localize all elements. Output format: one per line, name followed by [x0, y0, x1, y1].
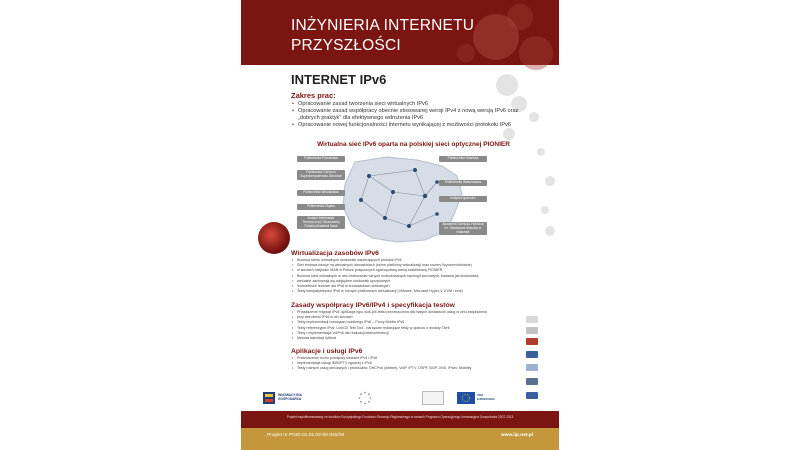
poster	[241, 0, 559, 450]
aplikacje-list	[291, 356, 536, 372]
innowacyjna-gospodarka-logo	[263, 388, 325, 408]
stars-emblem	[351, 388, 379, 408]
aplikacje-title: Aplikacje i usługi IPv6	[291, 348, 363, 355]
header-banner	[241, 0, 559, 65]
project-footer	[241, 428, 559, 450]
header-title	[291, 16, 474, 56]
map-label-pcss: Państwowe Centrum Superkomputerowo-Sieciowe	[297, 170, 345, 180]
funding-footer	[241, 411, 559, 428]
map-label-slask: Politechnika Śląska	[297, 204, 345, 210]
list-item: • Budowa sieciu wirtualnych środowisk wspierających protokół IPv6	[297, 258, 536, 263]
funding-text: Projekt współfinansowany ze środków Europejskiego Funduszu Rozwoju Regionalnego w ramach Programu Operacyjnego Innowacyjna Gospodarka 2007-2013	[286, 415, 514, 419]
eu-logo	[457, 388, 497, 408]
list-item: • Metoda translacji ip6tnat	[297, 336, 536, 341]
list-item: • Testy implementacji rozwiązań mobilnego IPv6 – Proxy Mobile IPv6	[297, 320, 536, 325]
list-item: • Budowa sieci wirtualnych w celu testowania różnych rozbudowanych topologii sieciowych, badania jak środowiska	[297, 274, 536, 279]
zakres-title: Zakres prac:	[291, 91, 336, 100]
list-item: • Opracowanie nowej funkcjonalności Internetu wynikającej z możliwości protokołu IPv6	[298, 122, 536, 129]
iip-logo	[419, 388, 447, 408]
stars-circle-icon	[358, 391, 372, 405]
list-item: • Opracowanie zasad współpracy obecnie stosowanej wersji IPv4 z nową wersją IPv6 oraz „dobrych praktyk" dla efektywnego wdrożenia IPv6	[298, 108, 536, 122]
list-item: • Testy referencyjne IPv6: LiveCD Test Tool - narzędzie realizujące testy w oparciu o moduły TAHI	[297, 326, 536, 331]
wirtualizacja-list	[291, 258, 536, 294]
wirtualizacja-section	[291, 250, 536, 294]
list-item: • Przenoszenie ruchu pomiędzy sieciami IPv4 i IPv6	[297, 356, 536, 361]
zasady-title: Zasady współpracy IPv6/IPv4 i specyfikacja testów	[291, 302, 455, 309]
list-item: • przy wdrożeniu IPv6 w ich sieciach	[297, 315, 536, 320]
list-item: • wirtualne zachowują się względem środowisk sprzętowych	[297, 279, 536, 284]
list-item: • Scenariusze testowe dla IPv6 w środowiskach wirtualnych	[297, 284, 536, 289]
page-title: INTERNET IPv6	[291, 72, 387, 87]
partner-logos-bar	[259, 388, 541, 408]
ig-logo-line1: INNOWACYJNA	[278, 393, 302, 398]
header-title-line1: INŻYNIERIA INTERNETU	[291, 17, 475, 34]
list-item: • Implementacja usługi IMS/IPTV zgodnej z IPv6	[297, 361, 536, 366]
project-number: Projekt nr POIG.01.01.02-00-045/09	[267, 433, 345, 438]
intro-section	[291, 68, 536, 148]
aplikacje-section	[291, 348, 536, 372]
map-label-gdansk: Politechnika Gdańska	[439, 156, 487, 162]
list-item: • Testy różnych usług sieciowych i protokołów: DHCPv6 (dibbler), VoIP, IPTV, OSPF, BGP, DNS, IPsec, Mobility	[297, 366, 536, 371]
ig-emblem-icon	[263, 392, 275, 404]
map-label-agh: Akademia Górniczo-Hutnicza im. Stanisława Staszica w Krakowie	[439, 222, 487, 235]
zasady-section	[291, 302, 536, 341]
map-label-il: Instytut Łączności	[439, 196, 487, 202]
network-map	[297, 152, 487, 245]
eu-label: UNIA EUROPEJSKA	[477, 394, 495, 401]
list-item: • Testy kompatybilności IPv6 w różnych platformach wirtualizacji (VMware, Microsoft Hyper-V, KVM i inne)	[297, 289, 536, 294]
website-link[interactable]: www.iip.net.pl	[500, 433, 533, 438]
ig-logo-line2: GOSPODARKA	[278, 397, 302, 401]
list-item: • Prowadzenie migracji IPv6: aplikacja typu look-pix-testu przeznaczona dla małych dostawców usług w celu zwiększenia	[297, 310, 536, 315]
list-item: • Testy i implementacja VoIPv6 dla realizacji telekonferencji	[297, 331, 536, 336]
wirtualizacja-title: Wirtualizacja zasobów IPv6	[291, 250, 379, 257]
iip-logo-box	[422, 391, 444, 405]
list-item: • Sieć testowa bazuje na wirtualnych laboratoriach (różne platformy wirtualizacji oraz routery fizyczne/wirtualne)	[297, 263, 536, 268]
map-label-wroclaw: Politechnika Wrocławska	[297, 190, 345, 196]
map-label-warszawa: Politechnika Warszawska	[439, 180, 487, 186]
list-item: • Opracowanie zasad tworzenia sieci wirtualnych IPv6	[298, 101, 536, 108]
map-title: Wirtualna sieć IPv6 oparta na polskiej sieci optycznej PIONIER	[317, 141, 510, 149]
eu-flag-icon	[457, 392, 475, 404]
map-label-poznan: Politechnika Poznańska	[297, 156, 345, 162]
zakres-list	[291, 101, 536, 129]
zasady-list	[291, 310, 536, 341]
header-title-line2: PRZYSZŁOŚCI	[291, 37, 401, 54]
map-label-iits: Instytut Informatyki Teoretycznej i Stosowanej Polskiej Akademii Nauk	[297, 216, 345, 229]
decorative-orb	[258, 222, 290, 254]
list-item: • w sieciach miejskich MAN w Polsce połączonych ogólnopolską siecią szkieletową PIONIER	[297, 268, 536, 273]
